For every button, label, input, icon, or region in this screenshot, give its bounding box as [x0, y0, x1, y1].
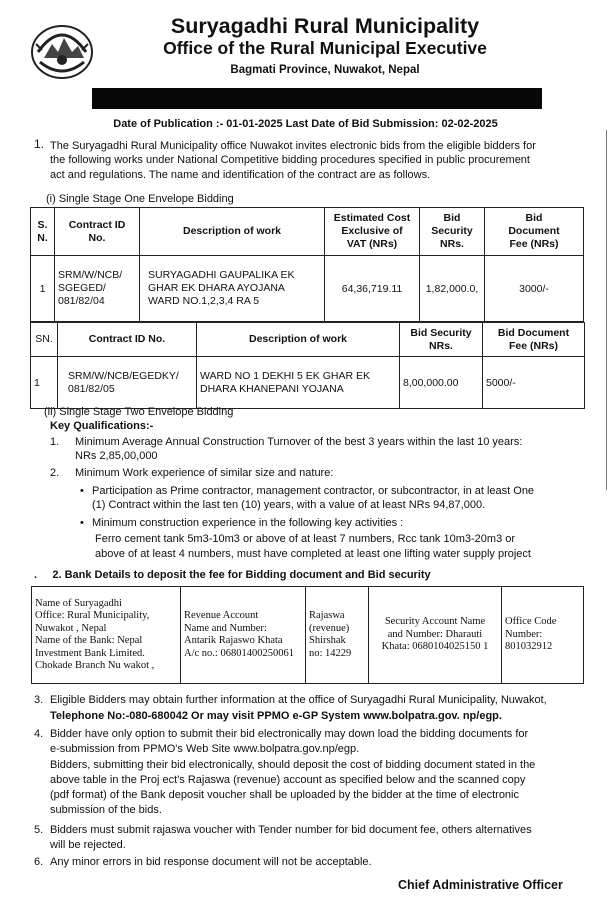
section-label: (ii) Single Stage Two Envelope Bidding	[44, 406, 234, 418]
qualification-bullet: • Participation as Prime contractor, management contractor, or subcontractor, in at least One	[92, 484, 534, 498]
contract-table-1	[30, 207, 584, 322]
table-header: S. N.	[31, 208, 55, 256]
point-number: 6.	[34, 856, 44, 868]
bank-heading: . 2. Bank Details to deposit the fee for Bidding document and Bid security	[34, 569, 431, 581]
point-line: Any minor errors in bid response document will not be acceptable.	[50, 856, 372, 868]
table-cell: SRM/W/NCB/EGEDKY/ 081/82/05	[58, 357, 197, 409]
intro-line: act and regulations. The name and identification of the contract are as follows.	[50, 169, 431, 181]
point-number: 1.	[34, 137, 45, 151]
point-number: 3.	[34, 694, 44, 706]
qualification-line: Minimum Work experience of similar size and nature:	[75, 467, 334, 479]
qualification-line: above of at least 4 numbers, must have completed at least one lifting water supply project	[95, 548, 531, 560]
table-cell: Name of Suryagadhi Office: Rural Municipality, Nuwakot , Nepal Name of the Bank: Nepal Investment Bank Limited. Chokade Branch Nu wakot ,	[32, 587, 181, 684]
bank-details-table	[31, 586, 584, 684]
table-cell: Office Code Number: 801032912	[502, 587, 584, 684]
point-line: above table in the Proj ect's Rajaswa (revenue) account as specified below and the scanned copy	[50, 774, 526, 786]
signatory-title: Chief Administrative Officer	[398, 878, 563, 892]
table-cell: 5000/-	[483, 357, 585, 409]
point-line: Bidders, submitting their bid electronically, should deposit the cost of bidding document stated in the	[50, 759, 536, 771]
qualification-bullet: • Minimum construction experience in the following key activities :	[92, 516, 403, 530]
office-subtitle: Office of the Rural Municipal Executive	[163, 38, 487, 58]
table-header: Estimated Cost Exclusive of VAT (NRs)	[325, 208, 420, 256]
table-header: Contract ID No.	[55, 208, 140, 256]
municipality-emblem-icon	[30, 22, 94, 80]
point-line: Telephone No:-080-680042 Or may visit PPMO e-GP System www.bolpatra.gov. np/egp.	[50, 710, 502, 722]
table-cell: 3000/-	[485, 256, 584, 322]
table-cell: 8,00,000.00	[400, 357, 483, 409]
table-cell: Revenue Account Name and Number: Antarik Rajaswo Khata A/c no.: 06801400250061	[181, 587, 306, 684]
table-cell: 1	[31, 256, 55, 322]
intro-line: The Suryagadhi Rural Municipality office Nuwakot invites electronic bids from the eligible bidders for	[50, 140, 536, 152]
table-header: Bid Security NRs.	[400, 323, 483, 357]
table-header: Bid Document Fee (NRs)	[483, 323, 585, 357]
qualification-line: Minimum Average Annual Construction Turnover of the best 3 years within the last 10 years:	[75, 436, 523, 448]
qualification-line: (1) Contract within the last ten (10) years, with a value of at least NRs 94,87,000.	[92, 499, 486, 511]
margin-line	[606, 130, 607, 490]
point-line: (pdf format) of the Bank deposit voucher shall be uploaded by the bidder at the time of electronic	[50, 789, 519, 801]
table-header: Description of work	[197, 323, 400, 357]
point-line: Eligible Bidders may obtain further information at the office of Suryagadhi Rural Municipality, Nuwakot,	[50, 694, 547, 706]
intro-line: the following works under National Competitive bidding procedures specified in public procurement	[50, 154, 530, 166]
point-line: will be rejected.	[50, 839, 126, 851]
point-number: 5.	[34, 824, 44, 836]
table-cell: SRM/W/NCB/ SGEGED/ 081/82/04	[55, 256, 140, 322]
point-number: 4.	[34, 728, 44, 740]
table-cell: WARD NO 1 DEKHI 5 EK GHAR EK DHARA KHANEPANI YOJANA	[197, 357, 400, 409]
table-header: Bid Document Fee (NRs)	[485, 208, 584, 256]
table-cell: 64,36,719.11	[325, 256, 420, 322]
point-line: e-submission from PPMO's Web Site www.bolpatra.gov.np/egp.	[50, 743, 360, 755]
point-number: 2.	[50, 467, 60, 479]
office-address: Bagmati Province, Nuwakot, Nepal	[230, 64, 420, 76]
point-number: 1.	[50, 436, 60, 448]
point-line: Bidders must submit rajaswa voucher with Tender number for bid document fee, others alternatives	[50, 824, 532, 836]
table-header: SN.	[31, 323, 58, 357]
table-cell: SURYAGADHI GAUPALIKA EK GHAR EK DHARA AYOJANA WARD NO.1,2,3,4 RA 5	[140, 256, 325, 322]
table-cell: 1	[31, 357, 58, 409]
table-cell: Security Account Name and Number: Dharauti Khata: 0680104025150 1	[369, 587, 502, 684]
point-line: submission of the bids.	[50, 804, 162, 816]
header	[100, 14, 550, 78]
contract-table-2	[30, 322, 585, 409]
point-line: Bidder have only option to submit their bid electronically may down load the bidding documents for	[50, 728, 529, 740]
table-header: Description of work	[140, 208, 325, 256]
redacted-bar	[92, 88, 542, 109]
table-cell: Rajaswa (revenue) Shirshak no: 14229	[306, 587, 369, 684]
table-cell: 1,82,000.0,	[420, 256, 485, 322]
publication-dates: Date of Publication :- 01-01-2025 Last Date of Bid Submission: 02-02-2025	[113, 118, 498, 130]
section-label: (i) Single Stage One Envelope Bidding	[46, 193, 234, 205]
table-header: Contract ID No.	[58, 323, 197, 357]
table-header: Bid Security NRs.	[420, 208, 485, 256]
qualification-line: Ferro cement tank 5m3-10m3 or above of at least 7 numbers, Rcc tank 10m3-20m3 or	[95, 533, 516, 545]
qualification-line: NRs 2,85,00,000	[75, 450, 158, 462]
qualifications-heading: Key Qualifications:-	[50, 420, 154, 432]
office-title: Suryagadhi Rural Municipality	[170, 14, 480, 38]
